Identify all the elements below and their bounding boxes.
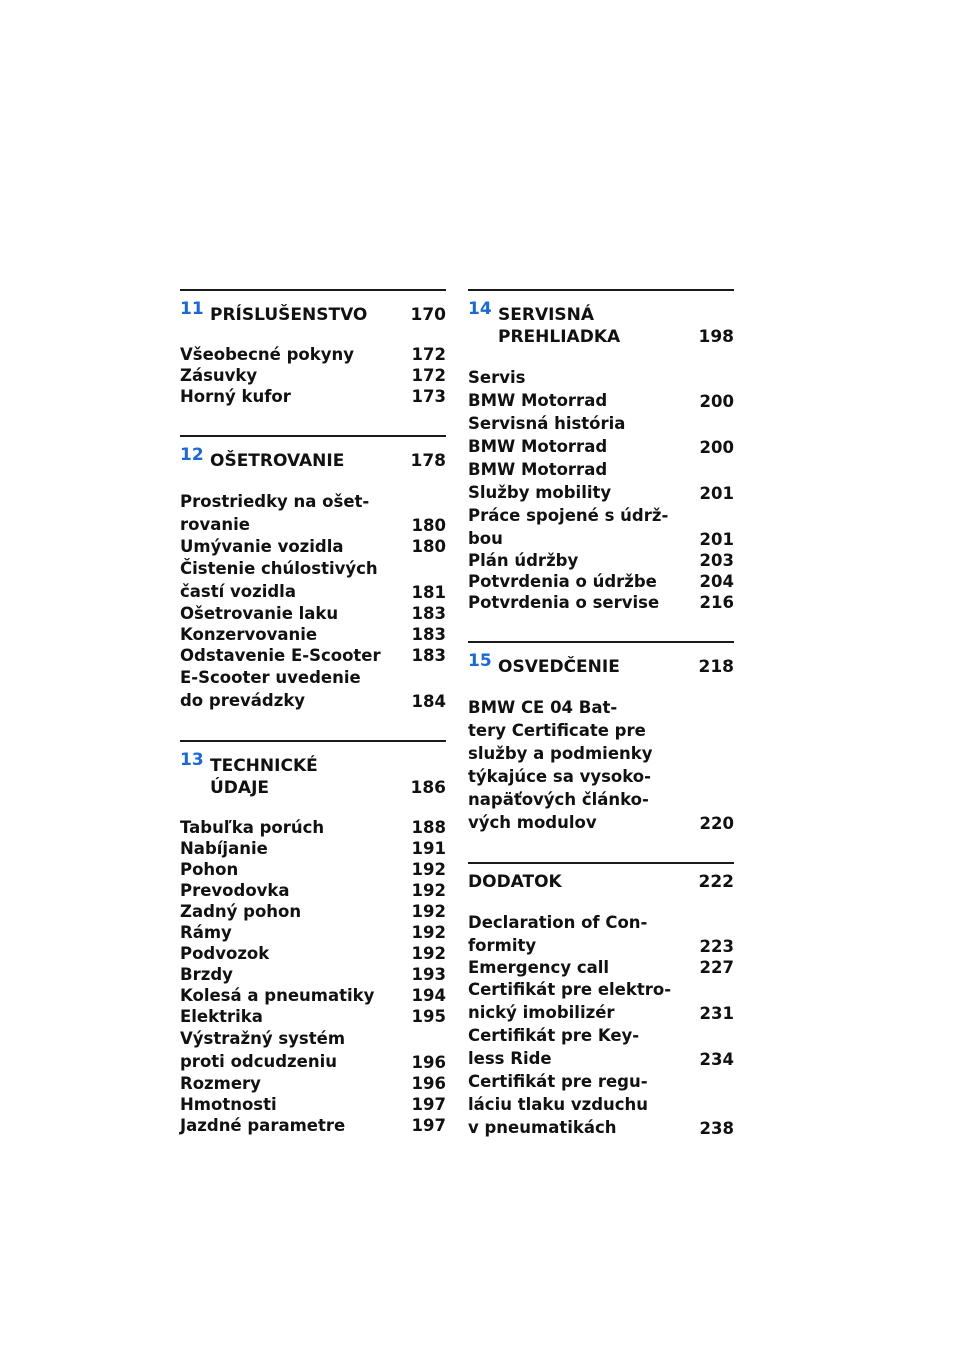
toc-entry-title: Odstavenie E-Scooter [180,646,381,665]
toc-entry-title: Certifikát pre Key- less Ride [468,1026,640,1068]
toc-entry-title: Konzervovanie [180,625,318,644]
toc-entry-title: Jazdné parametre [180,1116,346,1135]
toc-entry-title: Horný kufor [180,387,291,406]
toc-entry-title: Umývanie vozidla [180,537,344,556]
toc-entry-page-number: 216 [699,593,734,612]
toc-entry-title: Servis BMW Motorrad [468,368,608,410]
section-number: 15 [468,651,492,671]
toc-entry-page-number: 204 [699,572,734,591]
toc-entry-title: BMW CE 04 Bat- tery Certificate pre služby a podmienky týkajúce sa vysoko- napäťových článko- vých modulov [468,698,653,832]
toc-entry-page-number: 192 [411,860,446,879]
toc-entry[interactable] [468,458,734,504]
toc-entry[interactable] [180,1027,446,1073]
toc-entry-title: Emergency call [468,958,610,977]
toc-entry-title: Práce spojené s údrž- bou [468,506,669,548]
toc-entry-title: Zásuvky [180,366,258,385]
toc-entry-page-number: 203 [699,551,734,570]
toc-entry-page-number: 220 [699,814,734,833]
toc-entry[interactable] [468,957,734,978]
toc-entry[interactable] [180,490,446,536]
toc-entry-title: Plán údržby [468,551,579,570]
toc-entry-title: Čistenie chúlostivých častí vozidla [180,559,378,601]
toc-entry-page-number: 234 [699,1050,734,1069]
toc-entry[interactable] [468,1024,734,1070]
toc-entry[interactable] [180,880,446,901]
toc-entry[interactable] [180,344,446,365]
toc-entry-title: Brzdy [180,965,233,984]
section-number: 12 [180,445,204,465]
toc-entry-title: Pohon [180,860,239,879]
toc-entry[interactable] [468,592,734,613]
toc-entry-title: Certifikát pre elektro- nický imobilizér [468,980,672,1022]
toc-entry-page-number: 200 [699,438,734,457]
toc-column-right [468,289,734,1167]
section-title: OSVEDČENIE [498,657,620,677]
toc-entry-page-number: 181 [411,583,446,602]
toc-entry-page-number: 196 [411,1074,446,1093]
toc-entry[interactable] [468,571,734,592]
toc-entry[interactable] [468,911,734,957]
toc-entry-title: Certifikát pre regu- láciu tlaku vzduchu v pneumatikách [468,1072,649,1137]
toc-entry-title: Kolesá a pneumatiky [180,986,375,1005]
toc-section [180,289,446,407]
toc-entry-title: Rámy [180,923,232,942]
toc-entry[interactable] [180,943,446,964]
toc-entry-title: Nabíjanie [180,839,268,858]
toc-entry-page-number: 183 [411,625,446,644]
toc-entry[interactable] [180,922,446,943]
toc-entry-page-number: 227 [699,958,734,977]
toc-entry-page-number: 192 [411,902,446,921]
toc-entry[interactable] [180,666,446,712]
toc-entry[interactable] [180,964,446,985]
toc-entry-title: Declaration of Con- formity [468,913,648,955]
toc-entry-page-number: 192 [411,944,446,963]
toc-entry-page-number: 183 [411,604,446,623]
section-heading[interactable] [180,291,446,326]
toc-entry-title: Potvrdenia o údržbe [468,572,657,591]
toc-entry-title: Potvrdenia o servise [468,593,660,612]
toc-entry[interactable] [180,901,446,922]
toc-entry[interactable] [180,557,446,603]
toc-entry[interactable] [180,536,446,557]
section-number: 11 [180,299,204,319]
toc-entry-title: BMW Motorrad Služby mobility [468,460,612,502]
toc-entry-title: Zadný pohon [180,902,302,921]
section-title: DODATOK [468,872,562,892]
section-heading[interactable] [468,643,734,678]
section-page-number: 218 [698,657,734,677]
toc-entry[interactable] [180,817,446,838]
toc-entry-title: Tabuľka porúch [180,818,325,837]
toc-entry-title: E-Scooter uvedenie do prevádzky [180,668,361,710]
section-page-number: 222 [698,872,734,892]
toc-entry-page-number: 231 [699,1004,734,1023]
section-title: SERVISNÁ PREHLIADKA [498,305,621,347]
toc-entry[interactable] [468,696,734,834]
toc-entry-page-number: 197 [411,1095,446,1114]
toc-entry-page-number: 183 [411,646,446,665]
toc-entry[interactable] [468,366,734,412]
toc-entry-title: Servisná história BMW Motorrad [468,414,626,456]
section-heading[interactable] [180,437,446,472]
toc-entry[interactable] [180,859,446,880]
toc-entry-page-number: 196 [411,1053,446,1072]
toc-entry[interactable] [468,550,734,571]
toc-entry[interactable] [180,985,446,1006]
section-title: TECHNICKÉ ÚDAJE [210,756,318,798]
toc-entry-page-number: 193 [411,965,446,984]
toc-entry[interactable] [180,1073,446,1094]
toc-entry-page-number: 192 [411,923,446,942]
toc-entry-page-number: 201 [699,530,734,549]
section-page-number: 186 [410,778,446,798]
section-page-number: 178 [410,451,446,471]
toc-entry-title: Rozmery [180,1074,261,1093]
toc-entry[interactable] [468,504,734,550]
section-number: 14 [468,299,492,319]
toc-entry-page-number: 172 [411,366,446,385]
section-title: PRÍSLUŠENSTVO [210,305,368,325]
toc-entry[interactable] [468,412,734,458]
toc-section [468,641,734,834]
section-number: 13 [180,750,204,770]
toc-entry-page-number: 201 [699,484,734,503]
toc-entry-page-number: 223 [699,937,734,956]
toc-entry[interactable] [180,365,446,386]
toc-entry[interactable] [468,1070,734,1139]
section-title: OŠETROVANIE [210,451,345,471]
toc-entry[interactable] [180,1006,446,1027]
section-heading[interactable] [180,742,446,799]
toc-entry-page-number: 197 [411,1116,446,1135]
section-heading[interactable] [468,864,734,893]
toc-entry-page-number: 238 [699,1119,734,1138]
toc-entry-page-number: 184 [411,692,446,711]
toc-entry[interactable] [180,645,446,666]
toc-section [180,435,446,712]
toc-entry[interactable] [180,1115,446,1136]
toc-entry-page-number: 173 [411,387,446,406]
toc-column-left [180,289,446,1164]
toc-entry-page-number: 188 [411,818,446,837]
section-page-number: 170 [410,305,446,325]
toc-entry-title: Prostriedky na ošet- rovanie [180,492,370,534]
toc-entry[interactable] [180,1094,446,1115]
toc-entry-title: Elektrika [180,1007,263,1026]
section-heading[interactable] [468,291,734,348]
toc-section [468,862,734,1139]
toc-entry-title: Hmotnosti [180,1095,277,1114]
toc-entry[interactable] [180,624,446,645]
toc-entry-page-number: 180 [411,516,446,535]
toc-entry-page-number: 180 [411,537,446,556]
toc-entry-page-number: 200 [699,392,734,411]
toc-entry-title: Výstražný systém proti odcudzeniu [180,1029,346,1071]
toc-entry[interactable] [180,603,446,624]
toc-entry[interactable] [180,838,446,859]
toc-entry-title: Všeobecné pokyny [180,345,354,364]
toc-entry[interactable] [468,978,734,1024]
toc-entry-page-number: 195 [411,1007,446,1026]
toc-entry[interactable] [180,386,446,407]
section-page-number: 198 [698,327,734,347]
toc-entry-page-number: 172 [411,345,446,364]
toc-section [180,740,446,1136]
toc-entry-title: Podvozok [180,944,270,963]
toc-entry-title: Ošetrovanie laku [180,604,339,623]
toc-entry-page-number: 192 [411,881,446,900]
toc-entry-page-number: 194 [411,986,446,1005]
toc-entry-page-number: 191 [411,839,446,858]
toc-section [468,289,734,613]
toc-entry-title: Prevodovka [180,881,290,900]
